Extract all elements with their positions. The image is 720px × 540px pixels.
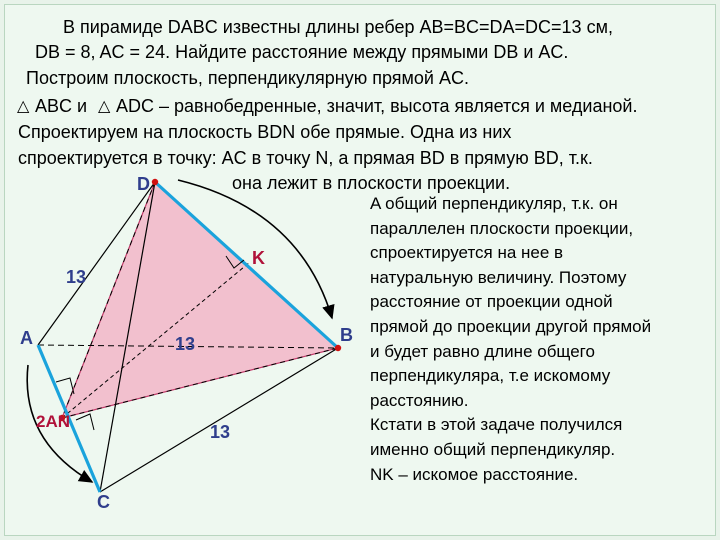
- explanation-line: NK – искомое расстояние.: [370, 464, 579, 484]
- problem-line-2: DB = 8, AC = 24. Найдите расстояние между прямыми DB и AC.: [35, 42, 569, 62]
- label-k: K: [252, 248, 265, 268]
- explanation-line: Кстати в этой задаче получился: [370, 415, 623, 435]
- problem-line-3: Построим плоскость, перпендикулярную прямой AC.: [26, 68, 469, 88]
- explanation-line: перпендикуляра, т.е искомому: [370, 366, 611, 386]
- length-label-bc: 13: [210, 422, 231, 442]
- right-angle-mark-n2: [76, 414, 94, 430]
- projection-plane: [62, 182, 338, 418]
- triangle-icon: △: [98, 98, 111, 115]
- explanation-line: спроектируется на нее в: [370, 243, 564, 263]
- problem-line-4a: ABC и: [35, 96, 88, 116]
- triangle-icon: △: [17, 98, 30, 115]
- length-label-da: 13: [66, 267, 87, 287]
- point-d: [152, 179, 158, 185]
- label-b: B: [340, 325, 353, 345]
- length-label-ab: 13: [175, 334, 196, 354]
- explanation-line: A общий перпендикуляр, т.к. он: [370, 194, 618, 213]
- problem-line-5: Спроектируем на плоскость BDN обе прямые. Одна из них: [18, 122, 512, 142]
- explanation-line: прямой до проекции другой прямой: [370, 317, 652, 336]
- label-d: D: [137, 174, 150, 194]
- problem-line-1: В пирамиде DABC известны длины ребер AB=BC=DA=DC=13 см,: [63, 17, 613, 37]
- label-c: C: [97, 492, 110, 512]
- explanation-line: расстоянию.: [370, 390, 469, 410]
- problem-line-6: спроектируется в точку: AC в точку N, а прямая BD в прямую BD, т.к.: [18, 148, 593, 168]
- label-n: 2AN: [36, 412, 71, 431]
- explanation-line: и будет равно длине общего: [370, 341, 595, 361]
- explanation-line: натуральную величину. Поэтому: [370, 267, 627, 287]
- explanation-line: параллелен плоскости проекции,: [370, 218, 634, 238]
- explanation-line: именно общий перпендикуляр.: [370, 440, 616, 459]
- problem-line-4b: ADC – равнобедренные, значит, высота является и медианой.: [116, 96, 638, 116]
- explanation-line: расстояние от проекции одной: [370, 292, 613, 312]
- label-a: A: [20, 328, 33, 348]
- problem-line-7: она лежит в плоскости проекции.: [232, 173, 511, 193]
